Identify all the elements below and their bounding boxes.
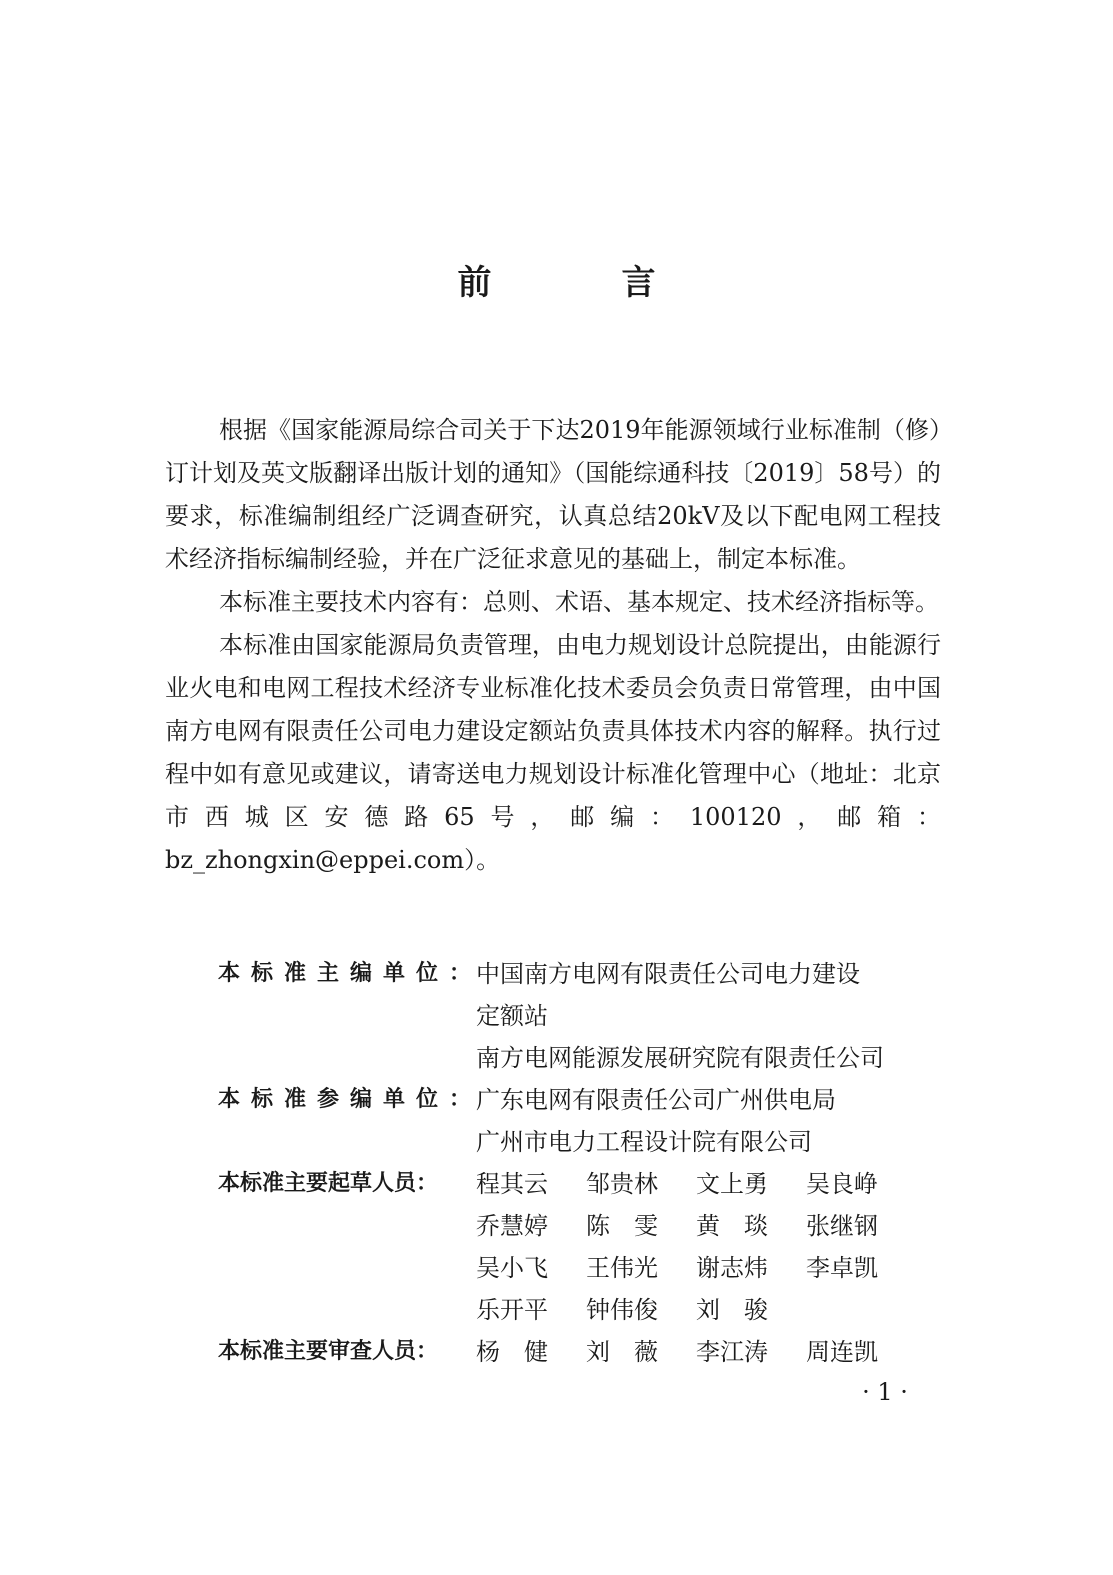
drafter-name: 王伟光 xyxy=(586,1254,658,1282)
paragraph-contents: 本标准主要技术内容有：总则、术语、基本规定、技术经济指标等。 xyxy=(219,588,939,616)
drafter-name: 谢志炜 xyxy=(696,1254,768,1282)
chief-units-values xyxy=(476,953,958,1079)
drafter-name: 吴良峥 xyxy=(806,1170,878,1198)
reviewer-name: 李江涛 xyxy=(696,1338,768,1366)
drafter-name: 乐开平 xyxy=(476,1296,548,1324)
drafter-name: 吴小飞 xyxy=(476,1254,548,1282)
drafter-name: 文上勇 xyxy=(696,1170,768,1198)
drafter-name: 刘 骏 xyxy=(696,1296,768,1324)
drafter-name: 钟伟俊 xyxy=(586,1296,658,1324)
drafter-name: 李卓凯 xyxy=(806,1254,878,1282)
drafter-name: 黄 琰 xyxy=(696,1212,768,1240)
paragraph-basis: 根据《国家能源局综合司关于下达2019年能源领域行业标准制（修）订计划及英文版翻译出版计划的通知》（国能综通科技〔2019〕58号）的要求，标准编制组经广泛调查研究，认真总结20kV及以下配电网工程技术经济指标编制经验，并在广泛征求意见的基础上，制定本标准。 xyxy=(165,416,941,573)
drafters-row xyxy=(218,1163,958,1331)
reviewers-row xyxy=(218,1331,958,1373)
paragraph-management: 本标准由国家能源局负责管理，由电力规划设计总院提出，由能源行业火电和电网工程技术经济专业标准化技术委员会负责日常管理，由中国南方电网有限责任公司电力建设定额站负责具体技术内容的解释。执行过程中如有意见或建议，请寄送电力规划设计标准化管理中心（地址：北京市西城区安德路65号，邮编：100120，邮箱：bz_zhongxin@eppei.com）。 xyxy=(165,631,941,874)
drafter-name: 乔慧婷 xyxy=(476,1212,548,1240)
reviewers-label: 本标准主要审查人员： xyxy=(218,1339,439,1364)
participating-unit-line: 广东电网有限责任公司广州供电局 xyxy=(476,1086,836,1114)
chief-unit-line: 定额站 xyxy=(476,1002,548,1030)
participating-units-label: 本标准参编单位： xyxy=(218,1087,483,1112)
page-title: 前 言 xyxy=(457,263,704,303)
drafter-name: 张继钢 xyxy=(806,1212,878,1240)
drafter-name: 陈 雯 xyxy=(586,1212,658,1240)
chief-units-row xyxy=(218,953,958,1079)
drafters-label: 本标准主要起草人员： xyxy=(218,1171,439,1196)
drafter-name: 邹贵林 xyxy=(586,1170,658,1198)
preface-body xyxy=(165,409,941,882)
page-number: · 1 · xyxy=(862,1378,908,1406)
drafters-names xyxy=(476,1163,958,1331)
participating-units-values xyxy=(476,1079,958,1163)
chief-unit-line: 中国南方电网有限责任公司电力建设 xyxy=(476,960,860,988)
drafter-name: 程其云 xyxy=(476,1170,548,1198)
chief-unit-line: 南方电网能源发展研究院有限责任公司 xyxy=(476,1044,884,1072)
reviewers-names xyxy=(476,1331,958,1373)
reviewer-name: 刘 薇 xyxy=(586,1338,658,1366)
credits-section xyxy=(218,953,958,1373)
participating-units-row xyxy=(218,1079,958,1163)
reviewer-name: 周连凯 xyxy=(806,1338,878,1366)
reviewer-name: 杨 健 xyxy=(476,1338,548,1366)
chief-units-label: 本标准主编单位： xyxy=(218,961,483,986)
participating-unit-line: 广州市电力工程设计院有限公司 xyxy=(476,1128,812,1156)
